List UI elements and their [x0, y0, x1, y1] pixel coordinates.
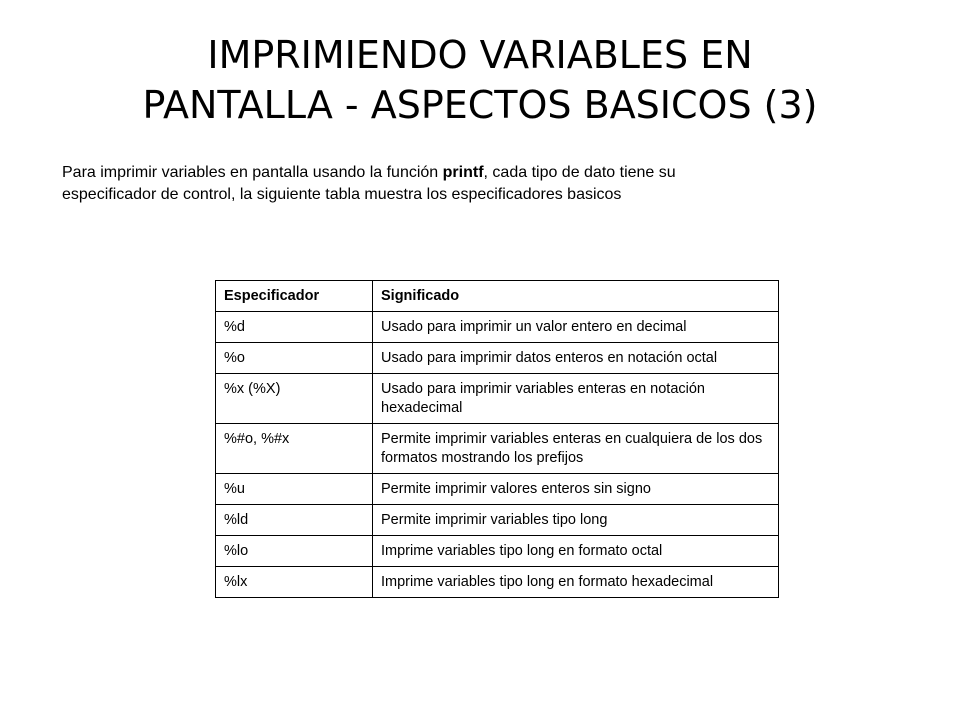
cell-specifier: %lo [216, 536, 373, 567]
cell-meaning: Imprime variables tipo long en formato hexadecimal [373, 567, 779, 598]
cell-specifier: %o [216, 343, 373, 374]
cell-meaning: Permite imprimir variables enteras en cualquiera de los dos formatos mostrando los prefijos [373, 424, 779, 474]
cell-specifier: %ld [216, 505, 373, 536]
header-specifier: Especificador [216, 281, 373, 312]
slide-title-line-1: IMPRIMIENDO VARIABLES EN [207, 33, 753, 77]
table-header-row [216, 281, 779, 312]
slide-title-line-2: PANTALLA - ASPECTOS BASICOS (3) [142, 83, 818, 127]
table-row [216, 567, 779, 598]
header-meaning: Significado [373, 281, 779, 312]
table-row [216, 424, 779, 474]
cell-specifier: %#o, %#x [216, 424, 373, 474]
cell-specifier: %lx [216, 567, 373, 598]
cell-meaning: Permite imprimir variables tipo long [373, 505, 779, 536]
cell-meaning: Permite imprimir valores enteros sin signo [373, 474, 779, 505]
table-row [216, 312, 779, 343]
table-row [216, 505, 779, 536]
table-row [216, 374, 779, 424]
table-row [216, 536, 779, 567]
intro-paragraph [62, 162, 722, 206]
cell-meaning: Usado para imprimir variables enteras en notación hexadecimal [373, 374, 779, 424]
cell-meaning: Imprime variables tipo long en formato octal [373, 536, 779, 567]
cell-specifier: %d [216, 312, 373, 343]
specifier-table [215, 280, 779, 598]
table-row [216, 474, 779, 505]
cell-specifier: %u [216, 474, 373, 505]
cell-specifier: %x (%X) [216, 374, 373, 424]
intro-keyword-printf: printf [442, 164, 484, 181]
cell-meaning: Usado para imprimir datos enteros en notación octal [373, 343, 779, 374]
slide-title [60, 30, 900, 130]
intro-text-before: Para imprimir variables en pantalla usando la función [62, 164, 443, 181]
intro-text-after: , cada tipo de dato tiene su especificador de control, la siguiente tabla muestra los especificadores basicos [62, 164, 676, 203]
cell-meaning: Usado para imprimir un valor entero en decimal [373, 312, 779, 343]
table-row [216, 343, 779, 374]
